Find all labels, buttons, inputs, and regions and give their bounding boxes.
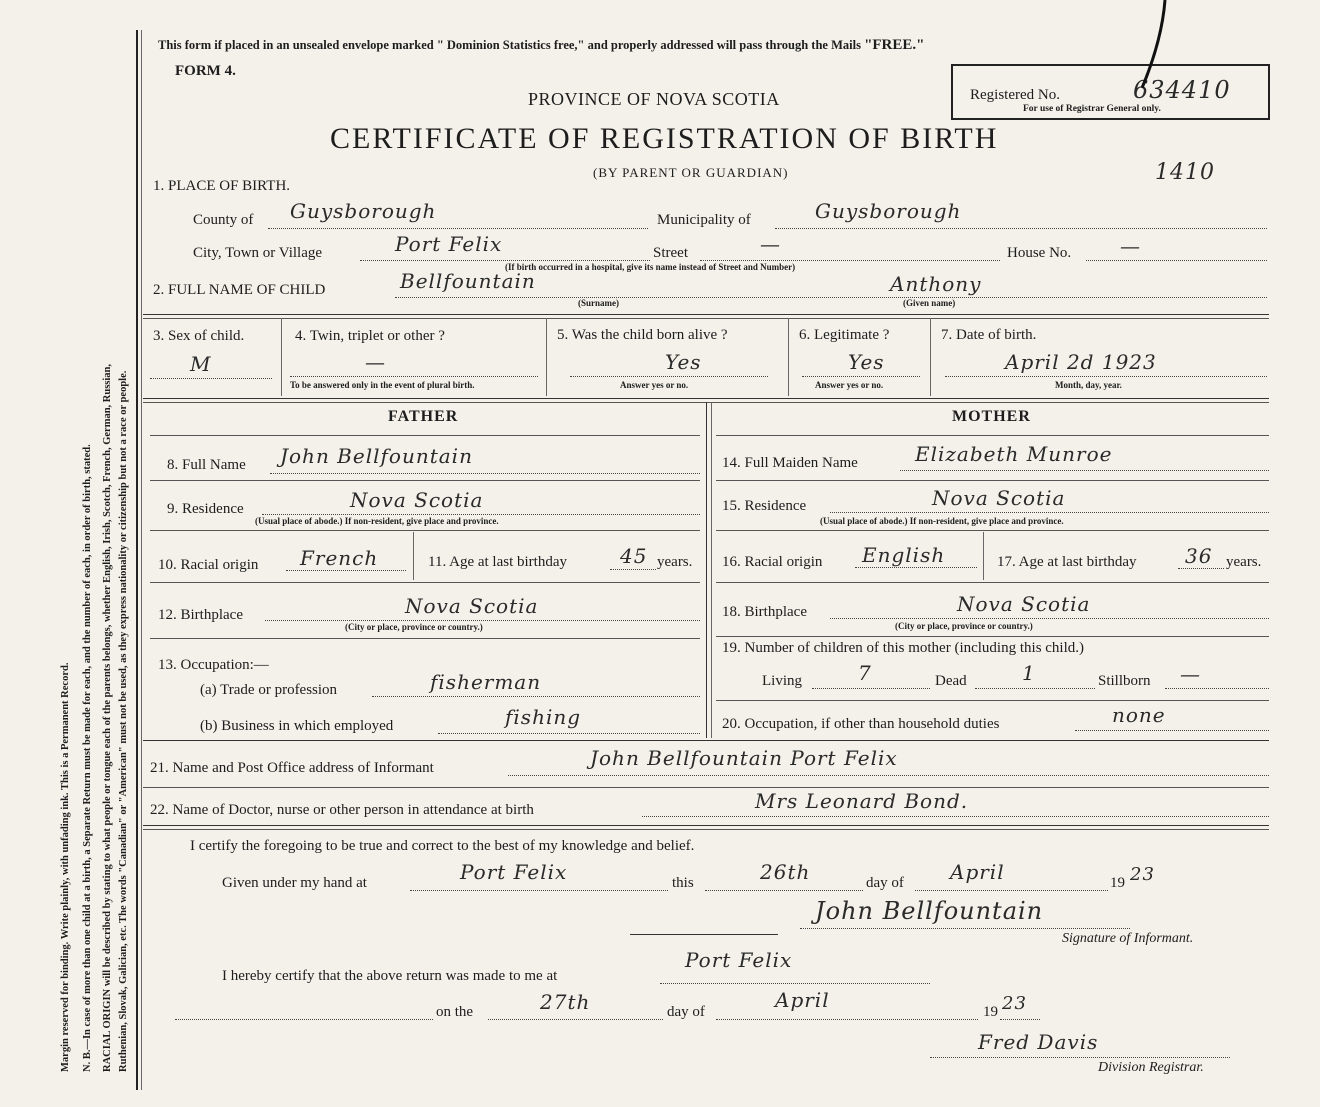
mother-occupation-line <box>1075 730 1269 731</box>
child-name-line <box>395 297 1267 298</box>
reg-month-value: April <box>775 988 830 1012</box>
father-racial-line <box>286 570 406 571</box>
registrar-caption: Division Registrar. <box>1098 1060 1204 1075</box>
registrar-place-value: Port Felix <box>685 948 793 972</box>
margin-notes-text-4 <box>116 371 131 1072</box>
rule-m15 <box>716 530 1269 531</box>
rule-after-name-2 <box>143 318 1269 319</box>
county-label: County of <box>193 212 254 228</box>
registrar-signature: Fred Davis <box>978 1030 1099 1054</box>
rule-21 <box>143 787 1269 788</box>
mother-living-value: 7 <box>858 661 872 685</box>
margin-line-1: Margin reserved for binding. Write plainly, with unfading ink. This is a Permanent Record. <box>60 662 71 1072</box>
city-label: City, Town or Village <box>193 245 323 261</box>
father-residence-caption: (Usual place of abode.) If non-resident, give place and province. <box>255 516 499 526</box>
reg-day-value: 27th <box>540 990 591 1014</box>
mother-birthplace-value: Nova Scotia <box>957 592 1091 616</box>
hospital-note: (If birth occurred in a hospital, give its name instead of Street and Number) <box>505 262 796 272</box>
reg-year-line <box>1000 1019 1040 1020</box>
father-name-value: John Bellfountain <box>280 444 473 468</box>
alive-label: 5. Was the child born alive ? <box>557 327 728 343</box>
father-heading: FATHER <box>388 408 459 425</box>
legit-value: Yes <box>848 350 885 374</box>
mother-dead-label: Dead <box>935 673 967 689</box>
form-number: FORM 4. <box>175 63 236 79</box>
rule-f10 <box>150 582 700 583</box>
mother-residence-caption: (Usual place of abode.) If non-resident, give place and province. <box>820 516 1064 526</box>
doctor-line <box>642 816 1269 817</box>
twin-label: 4. Twin, triplet or other ? <box>295 328 445 344</box>
father-col-divider <box>413 532 414 580</box>
house-value: — <box>1120 234 1141 258</box>
margin-notes-text-2 <box>80 444 95 1072</box>
given-label: Given under my hand at <box>222 875 367 891</box>
reg-month-line <box>716 1019 978 1020</box>
street-line <box>700 260 1000 261</box>
postal-notice-free: "FREE." <box>864 37 925 53</box>
informant-line <box>508 775 1269 776</box>
father-age-line <box>610 569 656 570</box>
county-value: Guysborough <box>290 199 437 223</box>
city-value: Port Felix <box>395 232 503 256</box>
house-label: House No. <box>1007 245 1072 261</box>
province-heading: PROVINCE OF NOVA SCOTIA <box>528 89 780 109</box>
father-residence-line <box>262 514 700 515</box>
registered-box <box>951 64 1270 120</box>
father-occupation-label: 13. Occupation:— <box>158 657 269 673</box>
city-line <box>360 260 650 261</box>
on-the-label: on the <box>436 1004 474 1020</box>
registrar-statement: I hereby certify that the above return was made to me at <box>222 968 558 984</box>
mother-living-line <box>812 688 930 689</box>
mother-birthplace-line <box>830 618 1269 619</box>
reg-day-line <box>488 1019 663 1020</box>
reg-year-value: 23 <box>1002 993 1027 1014</box>
sex-value: M <box>190 352 212 376</box>
margin-line-3: RACIAL ORIGIN will be described by stating to what people or tongue each of the parents belongs, whether English, Irish, Scotch, French, German, Russian, <box>102 363 113 1072</box>
margin-line-2: N. B.—In case of more than one child at a birth, a Separate Return must be made for each, and the number of each, in order of birth, stated. <box>82 444 93 1072</box>
given-place-line <box>410 890 668 891</box>
mother-birthplace-caption: (City or place, province or country.) <box>895 621 1033 631</box>
page-title: CERTIFICATE OF REGISTRATION OF BIRTH <box>330 122 999 155</box>
col-divider-1 <box>281 318 282 396</box>
father-age-label: 11. Age at last birthday <box>428 554 567 570</box>
father-birthplace-line <box>265 620 700 621</box>
mother-living-label: Living <box>762 673 802 689</box>
father-business-line <box>438 733 700 734</box>
rule-after-doctor-2 <box>143 829 1269 830</box>
rule-m19 <box>716 700 1269 701</box>
registered-note: For use of Registrar General only. <box>1023 104 1161 114</box>
binding-rule-thin <box>141 30 142 1090</box>
mother-stillborn-line <box>1165 688 1269 689</box>
registered-label: Registered No. <box>970 87 1060 103</box>
alive-line <box>570 376 768 377</box>
mother-occupation-label: 20. Occupation, if other than household duties <box>722 716 1000 732</box>
binding-rule <box>136 30 138 1090</box>
informant-label: 21. Name and Post Office address of Informant <box>150 760 434 776</box>
sex-line <box>150 378 272 379</box>
col-divider-4 <box>930 318 931 396</box>
mother-heading: MOTHER <box>952 408 1031 425</box>
place-of-birth-label: 1. PLACE OF BIRTH. <box>153 178 291 194</box>
registrar-left-line <box>175 1019 433 1020</box>
municipality-label: Municipality of <box>657 212 751 228</box>
given-month-value: April <box>950 860 1005 884</box>
registrar-place-line <box>660 983 930 984</box>
doctor-label: 22. Name of Doctor, nurse or other person in attendance at birth <box>150 802 534 818</box>
page-subtitle: (BY PARENT OR GUARDIAN) <box>593 165 789 180</box>
father-residence-label: 9. Residence <box>167 501 244 517</box>
father-age-unit: years. <box>657 554 693 570</box>
margin-notes-text-3 <box>100 364 115 1072</box>
mother-dead-value: 1 <box>1022 661 1036 685</box>
postal-notice <box>158 37 924 54</box>
rule-f9 <box>150 530 700 531</box>
father-age-value: 45 <box>620 544 648 568</box>
rule-after-doctor <box>143 825 1269 826</box>
rule-f8 <box>150 480 700 481</box>
mother-racial-label: 16. Racial origin <box>722 554 823 570</box>
legit-line <box>802 376 920 377</box>
father-birthplace-value: Nova Scotia <box>405 594 539 618</box>
local-number: 1410 <box>1155 160 1215 185</box>
mother-age-label: 17. Age at last birthday <box>997 554 1137 570</box>
alive-caption: Answer yes or no. <box>620 380 689 390</box>
given-place-value: Port Felix <box>460 860 568 884</box>
twin-note: To be answered only in the event of plural birth. <box>290 380 475 390</box>
col-divider-3 <box>788 318 789 396</box>
mother-occupation-value: none <box>1112 703 1166 727</box>
rule-m16 <box>716 582 1269 583</box>
legit-label: 6. Legitimate ? <box>799 327 890 343</box>
given-year-value: 23 <box>1130 864 1155 885</box>
child-surname-caption: (Surname) <box>578 298 619 308</box>
rule-m18 <box>716 636 1269 637</box>
given-month-line <box>915 890 1108 891</box>
given-year-prefix: 19 <box>1110 875 1125 891</box>
dob-label: 7. Date of birth. <box>941 327 1037 343</box>
given-day-line <box>705 890 863 891</box>
mother-residence-line <box>830 512 1269 513</box>
this-label: this <box>672 875 694 891</box>
mother-age-unit: years. <box>1226 554 1262 570</box>
mother-age-value: 36 <box>1185 544 1213 568</box>
sex-label: 3. Sex of child. <box>153 328 245 344</box>
col-divider-2 <box>546 318 547 396</box>
postal-notice-text: This form if placed in an unsealed envelope marked " Dominion Statistics free," and properly addressed will pass through the Mails <box>158 38 861 52</box>
margin-notes-text <box>58 663 73 1072</box>
mother-name-line <box>900 470 1269 471</box>
mother-children-label: 19. Number of children of this mother (including this child.) <box>722 640 1085 656</box>
house-line <box>1086 260 1267 261</box>
mother-name-value: Elizabeth Munroe <box>915 442 1113 466</box>
mother-racial-line <box>855 567 977 568</box>
father-name-label: 8. Full Name <box>167 457 246 473</box>
informant-signature: John Bellfountain <box>815 897 1044 925</box>
doctor-value: Mrs Leonard Bond. <box>755 789 969 813</box>
parents-divider-2 <box>711 402 712 738</box>
pen-stroke <box>1130 0 1180 100</box>
margin-notes <box>0 0 140 1107</box>
mother-residence-label: 15. Residence <box>722 498 807 514</box>
child-surname-value: Bellfountain <box>400 269 536 293</box>
mother-birthplace-label: 18. Birthplace <box>722 604 807 620</box>
registrar-signature-line <box>930 1057 1230 1058</box>
rule-mother-head <box>716 435 1269 436</box>
informant-signature-line <box>800 928 1130 929</box>
municipality-line <box>775 228 1267 229</box>
rule-after-name <box>143 314 1269 315</box>
father-business-value: fishing <box>505 705 582 729</box>
father-birthplace-caption: (City or place, province or country.) <box>345 622 483 632</box>
legit-caption: Answer yes or no. <box>815 380 884 390</box>
rule-after-parents <box>143 740 1269 741</box>
child-given-value: Anthony <box>890 272 982 296</box>
father-trade-line <box>372 696 700 697</box>
municipality-value: Guysborough <box>815 199 962 223</box>
street-value: — <box>760 232 781 256</box>
registered-value: 634410 <box>1133 76 1231 104</box>
father-business-label: (b) Business in which employed <box>200 718 394 734</box>
street-label: Street <box>653 245 688 261</box>
given-day-value: 26th <box>760 860 811 884</box>
mother-name-label: 14. Full Maiden Name <box>722 455 858 471</box>
mother-stillborn-value: — <box>1180 662 1201 686</box>
mother-age-line <box>1178 568 1224 569</box>
mother-dead-line <box>975 688 1095 689</box>
rule-after-row3 <box>143 398 1269 399</box>
parents-divider <box>706 402 707 738</box>
child-given-caption: (Given name) <box>903 298 956 308</box>
twin-line <box>290 376 538 377</box>
child-name-label: 2. FULL NAME OF CHILD <box>153 282 326 298</box>
informant-signature-caption: Signature of Informant. <box>1062 931 1194 946</box>
father-racial-value: French <box>300 546 379 570</box>
mother-stillborn-label: Stillborn <box>1098 673 1151 689</box>
dob-caption: Month, day, year. <box>1055 380 1122 390</box>
dob-line <box>945 376 1267 377</box>
father-racial-label: 10. Racial origin <box>158 557 259 573</box>
father-trade-label: (a) Trade or profession <box>200 682 338 698</box>
father-birthplace-label: 12. Birthplace <box>158 607 243 623</box>
father-residence-value: Nova Scotia <box>350 488 484 512</box>
day-of-label: day of <box>866 875 904 891</box>
rule-f12 <box>150 638 700 639</box>
father-name-line <box>270 473 700 474</box>
rule-father-head <box>150 435 700 436</box>
margin-line-4: Ruthenian, Slovak, Galician, etc. The words "Canadian" or "American" must not be used, as they express nationality or citizenship but not a race or people. <box>118 370 129 1072</box>
mother-col-divider <box>983 532 984 580</box>
twin-value: — <box>365 350 386 374</box>
certify-statement: I certify the foregoing to be true and correct to the best of my knowledge and belief. <box>190 838 695 854</box>
alive-value: Yes <box>665 350 702 374</box>
rule-m14 <box>716 480 1269 481</box>
father-trade-value: fisherman <box>430 670 542 694</box>
mother-residence-value: Nova Scotia <box>932 486 1066 510</box>
dob-value: April 2d 1923 <box>1005 350 1157 374</box>
informant-value: John Bellfountain Port Felix <box>590 746 898 770</box>
short-rule <box>630 934 778 935</box>
mother-racial-value: English <box>862 543 946 567</box>
reg-day-of-label: day of <box>667 1004 705 1020</box>
county-line <box>268 228 648 229</box>
reg-year-prefix: 19 <box>983 1004 998 1020</box>
